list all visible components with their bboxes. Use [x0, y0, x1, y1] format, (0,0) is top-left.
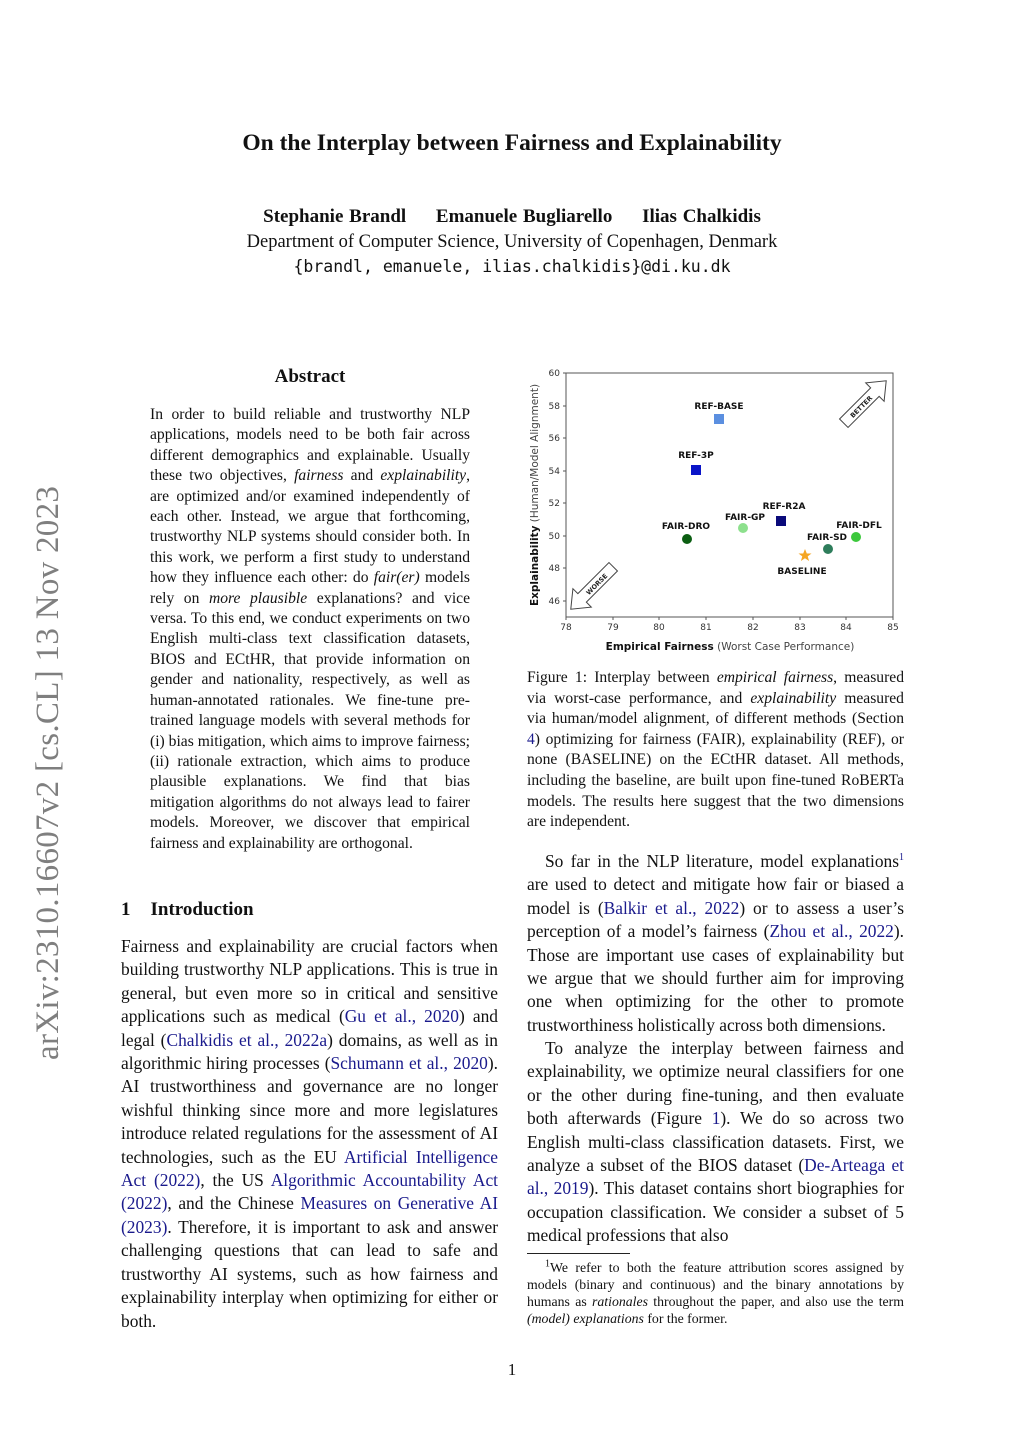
- footnote-link[interactable]: 1: [899, 852, 904, 864]
- svg-text:78: 78: [560, 623, 572, 633]
- body-paragraph: So far in the NLP literature, model explanations$^1$ are used to detect and mitigate how fair or biased a model is (Balkir et al., 2022) or to assess a user’s perception of a model’s fairness (Zhou et al., 2022). Those are important use cases of explainability but we argue that we should further aim for improving one when optimizing for the other to promote trustworthiness holistically across both dimensions.: [527, 851, 904, 1035]
- citation-link[interactable]: Zhou et al., 2022: [769, 921, 894, 942]
- citation-link[interactable]: Schumann et al., 2020: [330, 1053, 488, 1074]
- footnote-divider: [527, 1253, 630, 1254]
- svg-text:BASELINE: BASELINE: [777, 567, 827, 577]
- citation-link[interactable]: De-Arteaga et al., 2019: [527, 1155, 904, 1199]
- body-paragraph: To analyze the interplay between fairness and explainability, we optimize neural classifiers for one or the other during fine-tuning, and then evaluate both afterwards (Figure 1). We do so across two English multi-class classification datasets. First, we analyze a subset of the BIOS dataset (De-Arteaga et al., 2019). This dataset contains short biographies for occupation classification. We consider a subset of 5 medical professions that also: [527, 1038, 905, 1246]
- svg-text:FAIR-DFL: FAIR-DFL: [836, 521, 882, 531]
- svg-text:BETTER: BETTER: [848, 394, 875, 420]
- citation-link[interactable]: Measures on Generative AI (2023): [121, 1193, 498, 1237]
- svg-text:FAIR-SD: FAIR-SD: [806, 533, 848, 543]
- x-axis-ticks: [560, 617, 898, 633]
- figure-1-caption: Figure 1: Interplay between empirical fairness, measured via worst-case performance, and explainability measured via human/model alignment, of different methods (Section 4) optimizing for fairness (FAIR), explainability (REF), or none (BASELINE) on the ECtHR dataset. All methods, including the baseline, are built upon fine-tuned RoBERTa models. The results here suggest that the two dimensions are independent.: [527, 669, 905, 831]
- citation-link[interactable]: Gu et al., 2020: [344, 1006, 459, 1027]
- abstract-heading: Abstract: [274, 366, 346, 387]
- section-reference-link[interactable]: 4: [527, 730, 535, 748]
- svg-text:84: 84: [840, 623, 852, 633]
- section-title: Introduction: [150, 899, 254, 920]
- author-name: Emanuele Bugliarello: [435, 206, 613, 227]
- introduction-paragraph: Fairness and explainability are crucial factors when building trustworthy NLP applications. This is true in general, but even more so in critical and sensitive applications such as medical (Gu et al., 2020) and legal (Chalkidis et al., 2022a) domains, as well as in algorithmic hiring processes (Schumann et al., 2020). AI trustworthiness and governance are no longer wishful thinking since more and more legislatures introduce related regulations for the assessment of AI technologies, such as the EU Artificial Intelligence Act (2022), the US Algorithmic Accountability Act (2022), and the Chinese Measures on Generative AI (2023). Therefore, it is important to ask and answer challenging questions that can lead to safe and trustworthy AI systems, such as how fairness and explainability interplay when optimizing for either or both.: [121, 936, 498, 1331]
- svg-text:FAIR-GP: FAIR-GP: [724, 513, 766, 523]
- section-heading-introduction: [121, 899, 254, 921]
- abstract-body: In order to build reliable and trustworthy NLP applications, models need to be both fair across different demographics and explainable. Usually these two objectives, fairness and explainability, are optimized and/or examined independently of each other. Instead, we argue that forthcoming, trustworthy NLP systems should consider both. In this work, we perform a first study to understand how they influence each other: do fair(er) models rely on more plausible explanations? and vice versa. To this end, we conduct experiments on two English multi-class text classification datasets, BIOS and ECtHR, that provide information on gender and nationality, respectively, as well as human-annotated rationales. We fine-tune pre-trained language models with several methods for (i) bias mitigation, which aims to improve fairness; (ii) rationale extraction, which aims to produce plausible explanations. We find that bias mitigation algorithms do not always lead to fairer models. Moreover, we discover that empirical fairness and explainability are orthogonal.: [150, 406, 471, 852]
- figure-reference-link[interactable]: 1: [711, 1108, 721, 1129]
- citation-link[interactable]: Chalkidis et al., 2022a: [166, 1029, 328, 1050]
- svg-text:52: 52: [548, 499, 560, 509]
- section-number: 1: [121, 899, 131, 920]
- svg-text:46: 46: [548, 597, 560, 607]
- svg-text:79: 79: [607, 623, 619, 633]
- svg-text:FAIR-DRO: FAIR-DRO: [661, 522, 711, 532]
- svg-text:48: 48: [548, 564, 560, 574]
- author-name: Stephanie Brandl: [263, 206, 407, 227]
- svg-text:54: 54: [548, 467, 560, 477]
- svg-text:REF-BASE: REF-BASE: [694, 402, 744, 412]
- svg-text:58: 58: [548, 402, 560, 412]
- svg-text:50: 50: [548, 532, 560, 542]
- svg-text:REF-R2A: REF-R2A: [762, 502, 806, 512]
- svg-text:83: 83: [794, 623, 806, 633]
- footnote-mark: 1: [545, 1258, 550, 1270]
- author-name: Ilias Chalkidis: [642, 206, 761, 227]
- footnote: $^1$We refer to both the feature attribution scores assigned by models (binary and continuous) and the binary annotations by humans as rationales throughout the paper, and also use the term (model) explanations for the former.: [527, 1258, 904, 1326]
- citation-link[interactable]: Balkir et al., 2022: [603, 897, 740, 918]
- svg-text:56: 56: [548, 434, 560, 444]
- author-list: [0, 206, 1024, 228]
- svg-text:82: 82: [747, 623, 759, 633]
- svg-text:WORSE: WORSE: [584, 572, 610, 597]
- svg-text:80: 80: [653, 623, 665, 633]
- svg-text:60: 60: [548, 369, 560, 379]
- figure-1-scatter-chart: [520, 360, 910, 660]
- svg-text:REF-3P: REF-3P: [678, 451, 714, 461]
- arxiv-identifier: arXiv:2310.16607v2 [cs.CL] 13 Nov 2023: [30, 485, 66, 1060]
- page-number: 1: [507, 1360, 517, 1379]
- citation-link[interactable]: Artificial Intelligence Act (2022): [121, 1146, 498, 1191]
- y-axis-label: Explainability (Human/Model Alignment): [529, 383, 541, 607]
- author-emails: {brandl, emanuele, ilias.chalkidis}@di.ku.dk: [293, 257, 731, 276]
- citation-link[interactable]: Algorithmic Accountability Act (2022): [121, 1170, 498, 1214]
- paper-title: On the Interplay between Fairness and Explainability: [242, 130, 782, 156]
- y-axis-ticks: [549, 369, 566, 607]
- svg-text:81: 81: [700, 623, 712, 633]
- affiliation: Department of Computer Science, University of Copenhagen, Denmark: [246, 232, 778, 252]
- svg-text:85: 85: [887, 623, 899, 633]
- x-axis-label: Empirical Fairness (Worst Case Performance): [605, 641, 855, 653]
